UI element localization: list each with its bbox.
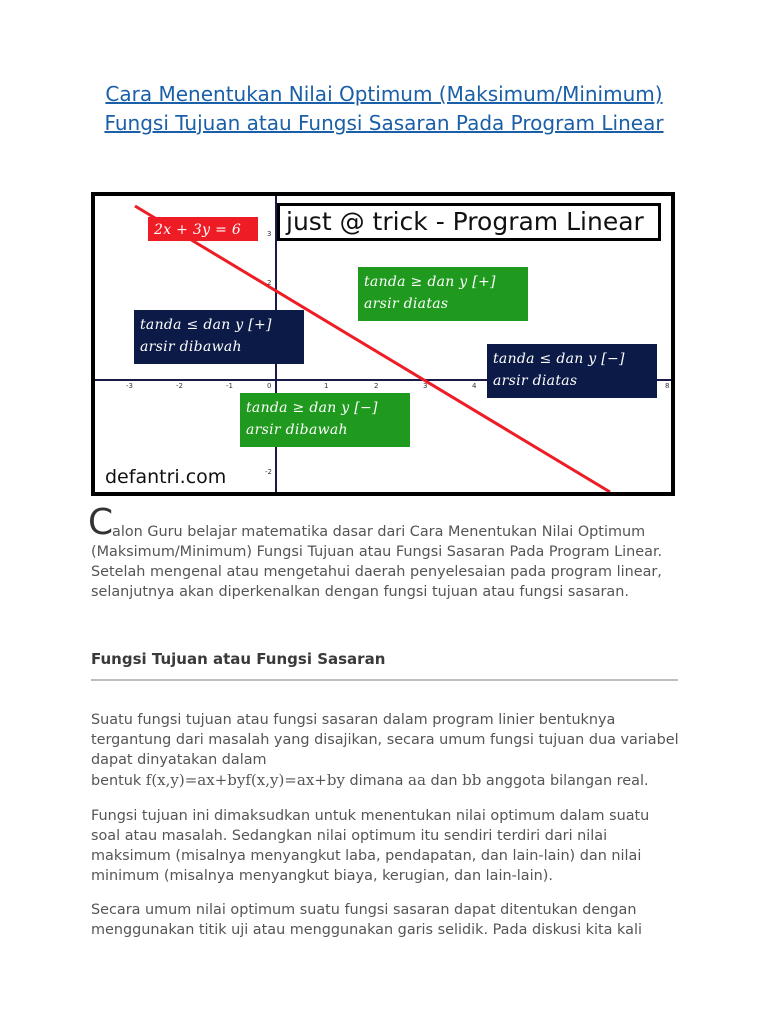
x-tick: 3 [423, 382, 428, 390]
box-line: tanda ≤ dan y [+] [140, 317, 272, 333]
article-title-link[interactable]: Cara Menentukan Nilai Optimum (Maksimum/Minimum) Fungsi Tujuan atau Fungsi Sasaran Pada Program Linear [104, 82, 664, 135]
formula-prefix: bentuk [91, 773, 146, 789]
box-line: tanda ≥ dan y [−] [246, 400, 378, 416]
x-tick: 4 [472, 382, 477, 390]
brand-watermark: defantri.com [105, 466, 227, 488]
equation-label: 2x + 3y = 6 [148, 217, 258, 241]
formula-suffix: anggota bilangan real. [481, 773, 649, 789]
x-tick: 8 [665, 382, 670, 390]
box-line: tanda ≥ dan y [+] [364, 274, 496, 290]
intro-paragraph: alon Guru belajar matematika dasar dari Cara Menentukan Nilai Optimum (Maksimum/Minimum) Fungsi Tujuan atau Fungsi Sasaran Pada Program Linear. Setelah mengenal atau mengetahui daerah penyelesaian pada program linear, selanjutnya akan diperkenalkan dengan fungsi tujuan atau fungsi sasaran. [91, 524, 663, 600]
paragraph-fungsi-tujuan [91, 710, 681, 791]
box-left-navy [134, 310, 304, 364]
formula-mid: dimana [344, 773, 408, 789]
paragraph-nilai-optimum: Fungsi tujuan ini dimaksudkan untuk menentukan nilai optimum dalam suatu soal atau masalah. Sedangkan nilai optimum itu sendiri terdiri dari nilai maksimum (misalnya menyangkut laba, pendapatan, dan lain-lain) dan nilai minimum (misalnya menyangkut biaya, kerugian, dan lain-lain). [91, 808, 650, 884]
variable-b: bb [462, 771, 482, 789]
box-top-green [358, 267, 528, 321]
formula-and: dan [425, 773, 463, 789]
box-line: arsir diatas [493, 373, 578, 389]
x-tick: 0 [267, 382, 272, 390]
box-line: arsir dibawah [246, 422, 348, 438]
box-line: arsir dibawah [140, 339, 242, 355]
paragraph-text: Suatu fungsi tujuan atau fungsi sasaran dalam program linier bentuknya tergantung dari masalah yang disajikan, secara umum fungsi tujuan dua variabel dapat dinyatakan dalam [91, 712, 679, 768]
formula-line [91, 773, 649, 789]
article-title [90, 80, 678, 138]
x-tick: 2 [374, 382, 379, 390]
dropcap: C [88, 502, 114, 543]
formula: f(x,y)=ax+byf(x,y)=ax+by [145, 771, 345, 789]
section-divider [91, 679, 678, 681]
variable-a: aa [408, 771, 426, 789]
box-line: tanda ≤ dan y [−] [493, 351, 625, 367]
y-tick: 3 [267, 230, 272, 238]
box-right-navy [487, 344, 657, 398]
x-tick: 1 [324, 382, 329, 390]
y-tick: 2 [267, 279, 272, 287]
section-heading: Fungsi Tujuan atau Fungsi Sasaran [91, 650, 386, 668]
box-line: arsir diatas [364, 296, 449, 312]
figure-program-linear [91, 192, 675, 496]
y-tick: -2 [265, 468, 272, 476]
figure-header: just @ trick - Program Linear [277, 203, 661, 241]
x-tick: -2 [176, 382, 183, 390]
box-bottom-green [240, 393, 410, 447]
x-tick: -1 [226, 382, 233, 390]
x-tick: -3 [126, 382, 133, 390]
paragraph-titik-uji: Secara umum nilai optimum suatu fungsi sasaran dapat ditentukan dengan menggunakan titik uji atau menggunakan garis selidik. Pada diskusi kita kali [91, 902, 642, 938]
